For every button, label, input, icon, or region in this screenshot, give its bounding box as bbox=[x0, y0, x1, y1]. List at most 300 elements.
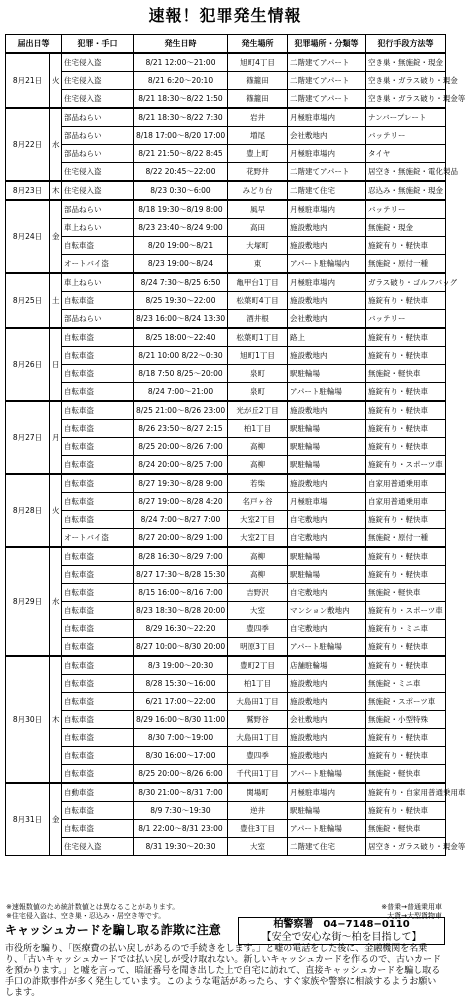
crime-location: 大塚町 bbox=[228, 237, 288, 255]
crime-location: 高田 bbox=[228, 219, 288, 237]
crime-location: 吉野沢 bbox=[228, 584, 288, 602]
crime-time: 8/23 16:00〜8/24 13:30 bbox=[134, 310, 228, 329]
table-row bbox=[6, 602, 446, 620]
crime-method: 無施錠・軽快車 bbox=[366, 765, 446, 784]
crime-place: 施設敷地内 bbox=[288, 219, 366, 237]
table-row bbox=[6, 584, 446, 602]
day-of-week: 火 bbox=[50, 53, 62, 108]
crime-location: 名戸ヶ谷 bbox=[228, 493, 288, 511]
crime-time: 8/20 19:00〜8/21 bbox=[134, 237, 228, 255]
crime-type: 自転車盗 bbox=[62, 656, 134, 675]
crime-place: 月極駐車場内 bbox=[288, 108, 366, 127]
crime-type: 自転車盗 bbox=[62, 347, 134, 365]
crime-type: 自転車盗 bbox=[62, 383, 134, 402]
crime-method: タイヤ bbox=[366, 145, 446, 163]
report-date: 8月22日 bbox=[6, 108, 50, 181]
crime-place: 駅駐輪場 bbox=[288, 365, 366, 383]
table-row bbox=[6, 420, 446, 438]
crime-method: 施錠有り・軽快車 bbox=[366, 237, 446, 255]
crime-type: 住宅侵入盗 bbox=[62, 181, 134, 200]
header-type: 犯罪・手口 bbox=[62, 35, 134, 54]
crime-place: アパート駐輪場内 bbox=[288, 255, 366, 274]
crime-method: 施錠有り・軽快車 bbox=[366, 802, 446, 820]
table-row bbox=[6, 200, 446, 219]
crime-place: 二階建てアパート bbox=[288, 163, 366, 182]
crime-location: 逆井 bbox=[228, 802, 288, 820]
table-row bbox=[6, 566, 446, 584]
crime-time: 8/23 23:40〜8/24 9:00 bbox=[134, 219, 228, 237]
day-of-week: 水 bbox=[50, 547, 62, 656]
crime-place: 会社敷地内 bbox=[288, 127, 366, 145]
crime-type: 住宅侵入盗 bbox=[62, 72, 134, 90]
report-date: 8月31日 bbox=[6, 783, 50, 856]
crime-type: 自転車盗 bbox=[62, 729, 134, 747]
crime-type: 自転車盗 bbox=[62, 620, 134, 638]
crime-method: 無施錠・小型特殊 bbox=[366, 711, 446, 729]
crime-method: 空き巣・無施錠・現金 bbox=[366, 53, 446, 72]
crime-method: 空き巣・ガラス破り・現金等 bbox=[366, 90, 446, 109]
crime-place: 月極駐車場内 bbox=[288, 200, 366, 219]
day-of-week: 木 bbox=[50, 181, 62, 200]
header-location: 発生場所 bbox=[228, 35, 288, 54]
table-row bbox=[6, 219, 446, 237]
crime-type: 自転車盗 bbox=[62, 820, 134, 838]
crime-place: 施設敷地内 bbox=[288, 747, 366, 765]
crime-method: 施錠有り・軽快車 bbox=[366, 511, 446, 529]
crime-location: 松葉町4丁目 bbox=[228, 292, 288, 310]
crime-place: 会社敷地内 bbox=[288, 310, 366, 329]
crime-type: 部品ねらい bbox=[62, 200, 134, 219]
crime-time: 6/21 17:00〜22:00 bbox=[134, 693, 228, 711]
crime-location: 柏1丁目 bbox=[228, 420, 288, 438]
crime-time: 8/22 20:45〜22:00 bbox=[134, 163, 228, 182]
table-row bbox=[6, 620, 446, 638]
crime-type: オートバイ盗 bbox=[62, 529, 134, 548]
table-row bbox=[6, 529, 446, 548]
crime-type: 自転車盗 bbox=[62, 365, 134, 383]
crime-type: 部品ねらい bbox=[62, 127, 134, 145]
crime-location: 光が丘2丁目 bbox=[228, 401, 288, 420]
table-row bbox=[6, 383, 446, 402]
crime-method: 自家用普通乗用車 bbox=[366, 474, 446, 493]
crime-table-body bbox=[6, 53, 466, 856]
crime-location: 亀甲台1丁目 bbox=[228, 273, 288, 292]
table-row bbox=[6, 255, 446, 274]
crime-location: 高柳 bbox=[228, 547, 288, 566]
crime-time: 8/25 20:00〜8/26 6:00 bbox=[134, 765, 228, 784]
crime-type: 住宅侵入盗 bbox=[62, 838, 134, 856]
day-of-week: 金 bbox=[50, 783, 62, 856]
crime-type: 自転車盗 bbox=[62, 693, 134, 711]
crime-place: 駅駐輪場 bbox=[288, 566, 366, 584]
crime-location: 篠籠田 bbox=[228, 90, 288, 109]
table-row bbox=[6, 438, 446, 456]
crime-place: 月極駐車場内 bbox=[288, 145, 366, 163]
crime-time: 8/27 19:00〜8/28 4:20 bbox=[134, 493, 228, 511]
crime-method: 施錠有り・軽快車 bbox=[366, 747, 446, 765]
crime-time: 8/26 23:50〜8/27 2:15 bbox=[134, 420, 228, 438]
crime-time: 8/21 10:00 8/22〜0:30 bbox=[134, 347, 228, 365]
table-row bbox=[6, 511, 446, 529]
crime-place: 施設敷地内 bbox=[288, 237, 366, 255]
crime-location: 柏1丁目 bbox=[228, 675, 288, 693]
crime-time: 8/24 20:00〜8/25 7:00 bbox=[134, 456, 228, 475]
crime-place: 二階建てアパート bbox=[288, 72, 366, 90]
crime-type: 部品ねらい bbox=[62, 108, 134, 127]
crime-method: 無施錠・軽快車 bbox=[366, 365, 446, 383]
crime-type: 自転車盗 bbox=[62, 328, 134, 347]
crime-place: アパート駐輪場 bbox=[288, 383, 366, 402]
crime-time: 8/21 18:30〜8/22 7:30 bbox=[134, 108, 228, 127]
crime-time: 8/28 16:30〜8/29 7:00 bbox=[134, 547, 228, 566]
crime-location: 関場町 bbox=[228, 783, 288, 802]
crime-location: 豊住3丁目 bbox=[228, 820, 288, 838]
crime-location: 泉町 bbox=[228, 365, 288, 383]
crime-place: 月極駐車場内 bbox=[288, 273, 366, 292]
crime-type: 自転車盗 bbox=[62, 511, 134, 529]
table-row bbox=[6, 90, 446, 109]
table-row bbox=[6, 547, 446, 566]
crime-time: 8/27 17:30〜8/28 15:30 bbox=[134, 566, 228, 584]
table-row bbox=[6, 292, 446, 310]
crime-location: 大室 bbox=[228, 602, 288, 620]
crime-place: 駅駐輪場 bbox=[288, 802, 366, 820]
crime-method: 施錠有り・軽快車 bbox=[366, 328, 446, 347]
crime-place: 二階建て住宅 bbox=[288, 181, 366, 200]
table-row bbox=[6, 163, 446, 182]
crime-place: 自宅敷地内 bbox=[288, 620, 366, 638]
crime-place: 店舗駐輪場 bbox=[288, 656, 366, 675]
police-contact-box bbox=[238, 917, 445, 945]
crime-type: 自転車盗 bbox=[62, 401, 134, 420]
footer-heading: キャッシュカードを騙し取る詐欺に注意 bbox=[5, 923, 221, 937]
report-date: 8月23日 bbox=[6, 181, 50, 200]
crime-time: 8/29 16:00〜8/30 11:00 bbox=[134, 711, 228, 729]
crime-location: 豊四季 bbox=[228, 747, 288, 765]
crime-place: アパート駐輪場 bbox=[288, 820, 366, 838]
crime-type: 自転車盗 bbox=[62, 566, 134, 584]
crime-time: 8/25 21:00〜8/26 23:00 bbox=[134, 401, 228, 420]
crime-place: アパート駐輪場 bbox=[288, 765, 366, 784]
crime-type: 自転車盗 bbox=[62, 602, 134, 620]
crime-method: 施錠有り・軽快車 bbox=[366, 729, 446, 747]
header-method: 犯行手段方法等 bbox=[366, 35, 446, 54]
police-station: 柏警察署 04−7148−0110 bbox=[273, 919, 410, 930]
table-row bbox=[6, 638, 446, 657]
crime-time: 8/23 0:30〜6:00 bbox=[134, 181, 228, 200]
report-date: 8月29日 bbox=[6, 547, 50, 656]
table-row bbox=[6, 145, 446, 163]
crime-method: 施錠有り・スポーツ車 bbox=[366, 456, 446, 475]
crime-time: 8/24 7:00〜21:00 bbox=[134, 383, 228, 402]
crime-location: みどり台 bbox=[228, 181, 288, 200]
crime-location: 高柳 bbox=[228, 456, 288, 475]
report-date: 8月24日 bbox=[6, 200, 50, 273]
crime-time: 8/31 19:30〜20:30 bbox=[134, 838, 228, 856]
crime-location: 旭町4丁目 bbox=[228, 53, 288, 72]
crime-method: 施錠有り・軽快車 bbox=[366, 566, 446, 584]
crime-time: 8/24 7:30〜8/25 6:50 bbox=[134, 273, 228, 292]
table-row bbox=[6, 693, 446, 711]
table-row bbox=[6, 711, 446, 729]
crime-method: バッテリー bbox=[366, 310, 446, 329]
crime-method: 空き巣・ガラス破り・現金 bbox=[366, 72, 446, 90]
day-of-week: 日 bbox=[50, 328, 62, 401]
note-right-2: 大貨→大型貨物車 bbox=[387, 912, 442, 920]
table-row bbox=[6, 474, 446, 493]
crime-place: 施設敷地内 bbox=[288, 347, 366, 365]
crime-location: 大室 bbox=[228, 838, 288, 856]
crime-method: ガラス破り・ゴルフバッグ bbox=[366, 273, 446, 292]
crime-time: 8/21 21:50〜8/22 8:45 bbox=[134, 145, 228, 163]
table-row bbox=[6, 729, 446, 747]
crime-time: 8/18 7:50 8/25〜20:00 bbox=[134, 365, 228, 383]
crime-place: 施設敷地内 bbox=[288, 474, 366, 493]
crime-place: 駅駐輪場 bbox=[288, 420, 366, 438]
crime-location: 花野井 bbox=[228, 163, 288, 182]
crime-time: 8/27 19:30〜8/28 9:00 bbox=[134, 474, 228, 493]
header-place: 犯罪場所・分類等 bbox=[288, 35, 366, 54]
crime-type: 部品ねらい bbox=[62, 145, 134, 163]
report-date: 8月30日 bbox=[6, 656, 50, 783]
table-header-row bbox=[6, 35, 446, 54]
crime-method: 施錠有り・軽快車 bbox=[366, 383, 446, 402]
table-row bbox=[6, 181, 446, 200]
crime-location: 豊四季 bbox=[228, 620, 288, 638]
crime-type: 自転車盗 bbox=[62, 474, 134, 493]
table-row bbox=[6, 456, 446, 475]
crime-location: 高柳 bbox=[228, 566, 288, 584]
crime-time: 8/30 7:00〜19:00 bbox=[134, 729, 228, 747]
crime-method: 無施錠・原付一種 bbox=[366, 529, 446, 548]
crime-type: 自動車盗 bbox=[62, 783, 134, 802]
crime-type: 住宅侵入盗 bbox=[62, 90, 134, 109]
table-row bbox=[6, 347, 446, 365]
crime-time: 8/25 20:00〜8/26 7:00 bbox=[134, 438, 228, 456]
table-row bbox=[6, 838, 446, 856]
day-of-week: 土 bbox=[50, 273, 62, 328]
table-row bbox=[6, 747, 446, 765]
crime-table bbox=[5, 34, 466, 856]
crime-type: 自転車盗 bbox=[62, 438, 134, 456]
crime-location: 若柴 bbox=[228, 474, 288, 493]
crime-type: 自転車盗 bbox=[62, 493, 134, 511]
crime-time: 8/27 10:00〜8/30 20:00 bbox=[134, 638, 228, 657]
crime-location: 大島田1丁目 bbox=[228, 693, 288, 711]
crime-method: 自家用普通乗用車 bbox=[366, 493, 446, 511]
crime-type: 自転車盗 bbox=[62, 420, 134, 438]
crime-location: 篠籠田 bbox=[228, 72, 288, 90]
crime-location: 風早 bbox=[228, 200, 288, 219]
crime-time: 8/21 12:00〜21:00 bbox=[134, 53, 228, 72]
crime-method: 施錠有り・スポーツ車 bbox=[366, 602, 446, 620]
report-date: 8月25日 bbox=[6, 273, 50, 328]
crime-time: 8/21 18:30〜8/22 1:50 bbox=[134, 90, 228, 109]
crime-location: 岩井 bbox=[228, 108, 288, 127]
day-of-week: 月 bbox=[50, 401, 62, 474]
crime-place: 二階建てアパート bbox=[288, 53, 366, 72]
crime-method: 無施錠・軽快車 bbox=[366, 584, 446, 602]
crime-time: 8/27 20:00〜8/29 1:00 bbox=[134, 529, 228, 548]
table-row bbox=[6, 675, 446, 693]
crime-place: 二階建て住宅 bbox=[288, 838, 366, 856]
crime-method: 居空き・ガラス破り・現金等 bbox=[366, 838, 446, 856]
note-right-1: ※普乗→普通乗用車 bbox=[381, 903, 442, 911]
crime-time: 8/24 7:00〜8/27 7:00 bbox=[134, 511, 228, 529]
crime-method: 施錠有り・自家用普通乗用車 bbox=[366, 783, 446, 802]
table-row bbox=[6, 127, 446, 145]
day-of-week: 火 bbox=[50, 474, 62, 547]
crime-location: 鷲野谷 bbox=[228, 711, 288, 729]
header-date: 届出日等 bbox=[6, 35, 62, 54]
crime-method: 施錠有り・軽快車 bbox=[366, 401, 446, 420]
crime-place: 駅駐輪場 bbox=[288, 547, 366, 566]
crime-method: バッテリー bbox=[366, 200, 446, 219]
crime-place: 月極駐車場内 bbox=[288, 783, 366, 802]
crime-type: 車上ねらい bbox=[62, 273, 134, 292]
crime-location: 泉町 bbox=[228, 383, 288, 402]
crime-location: 大島田1丁目 bbox=[228, 729, 288, 747]
crime-place: 施設敷地内 bbox=[288, 729, 366, 747]
crime-time: 8/29 16:30〜22:20 bbox=[134, 620, 228, 638]
crime-time: 8/21 6:20〜20:10 bbox=[134, 72, 228, 90]
crime-location: 豊上町 bbox=[228, 145, 288, 163]
page-title: 速報！犯罪発生情報 bbox=[148, 6, 302, 25]
table-row bbox=[6, 310, 446, 329]
report-date: 8月28日 bbox=[6, 474, 50, 547]
crime-time: 8/18 19:30〜8/19 8:00 bbox=[134, 200, 228, 219]
crime-type: 自転車盗 bbox=[62, 456, 134, 475]
crime-place: 自宅敷地内 bbox=[288, 529, 366, 548]
table-row bbox=[6, 401, 446, 420]
table-row bbox=[6, 328, 446, 347]
crime-place: 路上 bbox=[288, 328, 366, 347]
crime-place: アパート駐輪場 bbox=[288, 638, 366, 657]
crime-place: 自宅敷地内 bbox=[288, 511, 366, 529]
table-row bbox=[6, 72, 446, 90]
crime-place: 施設敷地内 bbox=[288, 693, 366, 711]
crime-type: 自転車盗 bbox=[62, 584, 134, 602]
crime-type: 自転車盗 bbox=[62, 237, 134, 255]
table-row bbox=[6, 237, 446, 255]
crime-location: 豊町2丁目 bbox=[228, 656, 288, 675]
crime-location: 東 bbox=[228, 255, 288, 274]
footer-body: 市役所を騙り、「医療費の払い戻しがあるので手続きをします。」と嘘の電話をした後に、金融機関を名乗り、「古いキャッシュカードでは払い戻しが受け取れない。新しいキャッシュカードを作るので、古いカードを預かります。」と嘘を言って、暗証番号を聞き出した上で自宅に訪れて、直接キャッシュカードを騙し取る手口の詐欺事件が多く発生しています。このような電話があったら、すぐ家族や警察に相談するようお願いします。 bbox=[5, 944, 441, 998]
crime-location: 明原3丁目 bbox=[228, 638, 288, 657]
crime-place: 施設敷地内 bbox=[288, 292, 366, 310]
crime-method: 施錠有り・軽快車 bbox=[366, 547, 446, 566]
table-row bbox=[6, 802, 446, 820]
crime-time: 8/23 18:30〜8/28 20:00 bbox=[134, 602, 228, 620]
table-row bbox=[6, 273, 446, 292]
crime-time: 8/30 21:00〜8/31 7:00 bbox=[134, 783, 228, 802]
crime-method: 施錠有り・軽快車 bbox=[366, 420, 446, 438]
crime-place: 駅駐輪場 bbox=[288, 456, 366, 475]
crime-type: 自転車盗 bbox=[62, 802, 134, 820]
table-row bbox=[6, 108, 446, 127]
crime-type: 自転車盗 bbox=[62, 765, 134, 784]
crime-type: 自転車盗 bbox=[62, 638, 134, 657]
crime-location: 高柳 bbox=[228, 438, 288, 456]
crime-location: 旭町1丁目 bbox=[228, 347, 288, 365]
crime-type: オートバイ盗 bbox=[62, 255, 134, 274]
crime-method: 無施錠・原付一種 bbox=[366, 255, 446, 274]
crime-place: 駅駐輪場 bbox=[288, 438, 366, 456]
crime-type: 自転車盗 bbox=[62, 547, 134, 566]
crime-place: 月極駐車場 bbox=[288, 493, 366, 511]
crime-method: 施錠有り・軽快車 bbox=[366, 292, 446, 310]
note-left-2: ※住宅侵入盗は、空き巣・忍込み・居空き等です。 bbox=[6, 912, 166, 920]
crime-method: 施錠有り・ミニ車 bbox=[366, 620, 446, 638]
table-row bbox=[6, 53, 446, 72]
crime-time: 8/9 7:30〜19:30 bbox=[134, 802, 228, 820]
crime-location: 千代田1丁目 bbox=[228, 765, 288, 784]
crime-method: 無施錠・スポーツ車 bbox=[366, 693, 446, 711]
crime-type: 住宅侵入盗 bbox=[62, 53, 134, 72]
header-time: 発生日時 bbox=[134, 35, 228, 54]
crime-place: マンション敷地内 bbox=[288, 602, 366, 620]
crime-time: 8/25 18:00〜22:40 bbox=[134, 328, 228, 347]
table-row bbox=[6, 820, 446, 838]
crime-place: 施設敷地内 bbox=[288, 675, 366, 693]
crime-method: 居空き・無施錠・電化製品 bbox=[366, 163, 446, 182]
crime-place: 自宅敷地内 bbox=[288, 584, 366, 602]
crime-location: 増尾 bbox=[228, 127, 288, 145]
crime-time: 8/3 19:00〜20:30 bbox=[134, 656, 228, 675]
crime-type: 自転車盗 bbox=[62, 747, 134, 765]
crime-type: 自転車盗 bbox=[62, 292, 134, 310]
table-row bbox=[6, 493, 446, 511]
crime-method: 施錠有り・軽快車 bbox=[366, 438, 446, 456]
crime-type: 部品ねらい bbox=[62, 310, 134, 329]
crime-method: 無施錠・ミニ車 bbox=[366, 675, 446, 693]
crime-type: 自転車盗 bbox=[62, 711, 134, 729]
crime-method: 無施錠・軽快車 bbox=[366, 820, 446, 838]
day-of-week: 木 bbox=[50, 656, 62, 783]
police-slogan: 【安全で安心な街〜柏を目指して】 bbox=[261, 932, 422, 943]
crime-time: 8/1 22:00〜8/31 23:00 bbox=[134, 820, 228, 838]
crime-time: 8/18 17:00〜8/20 17:00 bbox=[134, 127, 228, 145]
crime-method: 無施錠・現金 bbox=[366, 219, 446, 237]
report-date: 8月26日 bbox=[6, 328, 50, 401]
crime-place: 二階建てアパート bbox=[288, 90, 366, 109]
crime-method: ナンバープレート bbox=[366, 108, 446, 127]
crime-time: 8/30 16:00〜17:00 bbox=[134, 747, 228, 765]
crime-method: 施錠有り・軽快車 bbox=[366, 347, 446, 365]
crime-method: 忍込み・無施錠・現金 bbox=[366, 181, 446, 200]
crime-time: 8/28 15:30〜16:00 bbox=[134, 675, 228, 693]
crime-place: 会社敷地内 bbox=[288, 711, 366, 729]
table-row bbox=[6, 765, 446, 784]
crime-time: 8/25 19:30〜22:00 bbox=[134, 292, 228, 310]
note-left-1: ※速報数値のため統計数値とは異なることがあります。 bbox=[6, 903, 180, 911]
report-date: 8月21日 bbox=[6, 53, 50, 108]
day-of-week: 水 bbox=[50, 108, 62, 181]
day-of-week: 金 bbox=[50, 200, 62, 273]
crime-method: 施錠有り・軽快車 bbox=[366, 656, 446, 675]
crime-type: 住宅侵入盗 bbox=[62, 163, 134, 182]
crime-type: 車上ねらい bbox=[62, 219, 134, 237]
crime-method: 施錠有り・軽快車 bbox=[366, 638, 446, 657]
crime-location: 酒井根 bbox=[228, 310, 288, 329]
crime-method: バッテリー bbox=[366, 127, 446, 145]
table-row bbox=[6, 365, 446, 383]
table-row bbox=[6, 656, 446, 675]
crime-time: 8/23 19:00〜8/24 bbox=[134, 255, 228, 274]
crime-time: 8/15 16:00〜8/16 7:00 bbox=[134, 584, 228, 602]
crime-location: 大室2丁目 bbox=[228, 511, 288, 529]
crime-location: 大室2丁目 bbox=[228, 529, 288, 548]
